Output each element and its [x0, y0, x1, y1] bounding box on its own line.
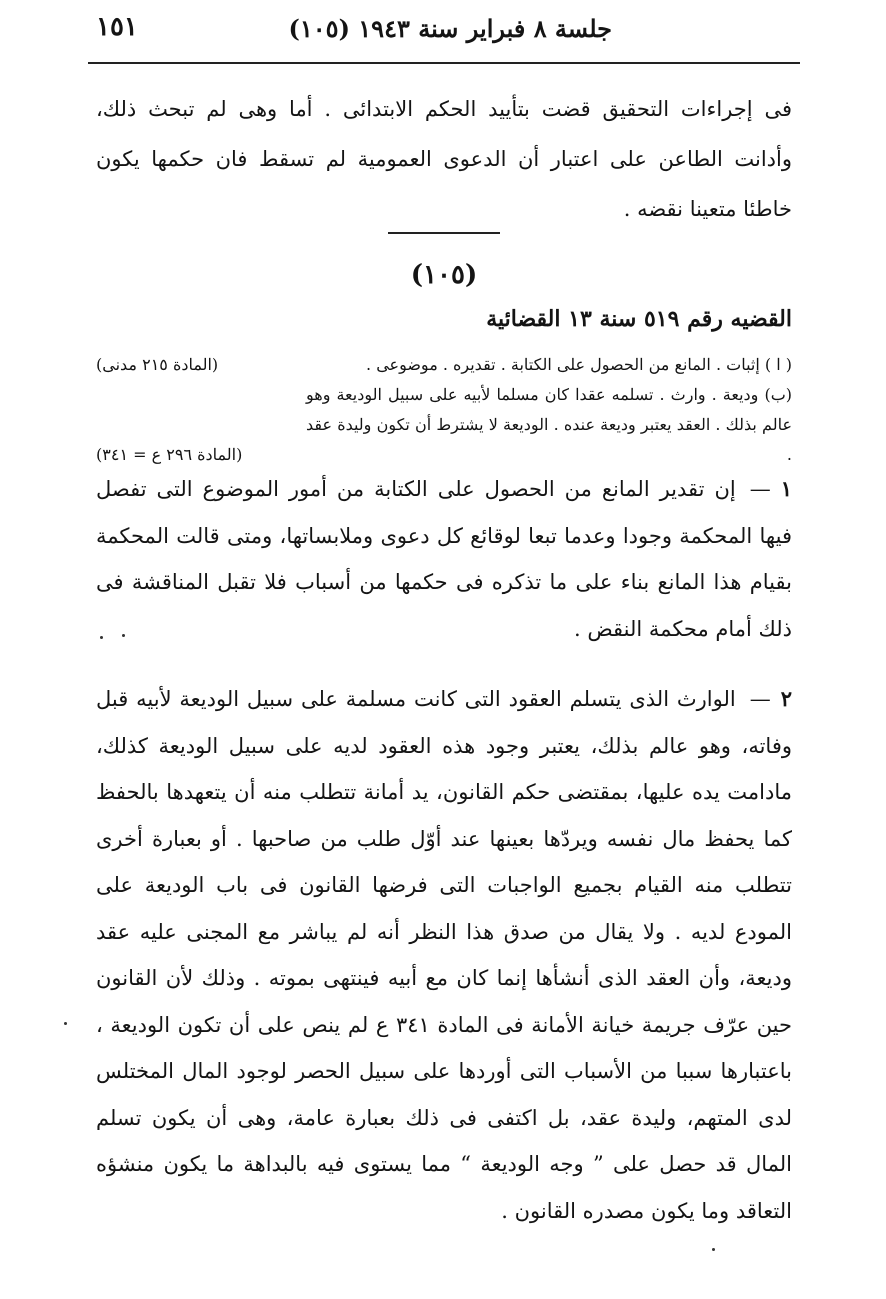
section-divider [388, 232, 500, 234]
holding-text: إن تقدير المانع من الحصول على الكتابة من أمور الموضوع التى تفصل فيها المحكمة وجودا وعدما تبعا لوقائع كل دعوى وملابساتها، ومتى قالت المحكمة بقيام هذا المانع بناء على ما تذكره فى حكمها من أسباب فلا تقبل المناقشة فى ذلك أمام محكمة النقض . [96, 477, 792, 641]
headnote-b [96, 380, 792, 470]
case-reference: القضيه رقم ٥١٩ سنة ١٣ القضائية [486, 306, 792, 332]
page-number: ١٥١ [96, 12, 138, 42]
holding-2 [96, 676, 792, 1234]
headnote-text: وديعة . وارث . تسلمه عقدا كان مسلما لأبيه على سبيل الوديعة وهو عالم بذلك . العقد يعتبر وديعة عنده . الوديعة لا يشترط أن تكون وليدة عقد . [306, 385, 792, 464]
running-title: جلسة ٨ فبراير سنة ١٩٤٣ (١٠٥) [288, 14, 612, 43]
dash-separator: — [749, 477, 771, 501]
holdings [96, 466, 792, 1234]
headnote-text: إثبات . المانع من الحصول على الكتابة . تقديره . موضوعى . [366, 355, 760, 374]
case-number: (١٠٥) [410, 260, 478, 290]
headnote-label: ( ا ) [764, 355, 792, 374]
headnote-label: (ب) [764, 385, 793, 404]
article-reference: (المادة ٢١٥ مدنى) [96, 355, 219, 374]
print-speck [64, 1022, 67, 1025]
headnote-a [96, 350, 792, 380]
header-rule [88, 62, 800, 64]
dash-separator: — [749, 687, 771, 711]
intro-paragraph: فى إجراءات التحقيق قضت بتأييد الحكم الابتدائى . أما وهى لم تبحث ذلك، وأدانت الطاعن على اعتبار أن الدعوى العمومية لم تسقط فان حكمها يكون خاطئا متعينا نقضه . [96, 97, 792, 221]
document-page [96, 0, 792, 1299]
holding-number: ٢ [780, 686, 792, 711]
holding-number: ١ [780, 476, 792, 501]
print-speck [712, 1248, 715, 1251]
print-speck [122, 634, 125, 637]
print-speck [100, 636, 103, 639]
page-header [96, 10, 792, 50]
holding-1 [96, 466, 792, 652]
article-reference: (المادة ٢٩٦ ع = ٣٤١) [96, 445, 243, 464]
holding-text: الوارث الذى يتسلم العقود التى كانت مسلمة على سبيل الوديعة لأبيه قبل وفاته، وهو عالم بذلك، يعتبر وجود هذه العقود لديه على سبيل الوديعة كذلك، مادامت يده عليها، بمقتضى حكم القانون، يد أمانة تتطلب منه أن يتعهدها بالحفظ كما يحفظ مال نفسه ويردّها بعينها عند أوّل طلب من صاحبها . أو بعبارة أخرى تتطلب منه القيام بجميع الواجبات التى فرضها القانون فى باب الوديعة على المودع لديه . ولا يقال من صدق هذا النظر أنه لم يباشر مع المجنى عليه عقد وديعة، وأن العقد الذى أنشأها إنما كان مع أبيه فينتهى بموته . وذلك لأن القانون حين عرّف جريمة خيانة الأمانة فى المادة ٣٤١ ع لم ينص على أن تكون الوديعة ، باعتبارها سببا من الأسباب التى أوردها على سبيل الحصر لوجود المال المختلس لدى المتهم، وليدة عقد، بل اكتفى فى ذلك بعبارة عامة، وهى أن يكون تسلم المال قد حصل على ” وجه الوديعة “ مما يستوى فيه بالبداهة ما يكون منشؤه التعاقد وما يكون مصدره القانون . [96, 687, 792, 1223]
headnotes [96, 350, 792, 470]
